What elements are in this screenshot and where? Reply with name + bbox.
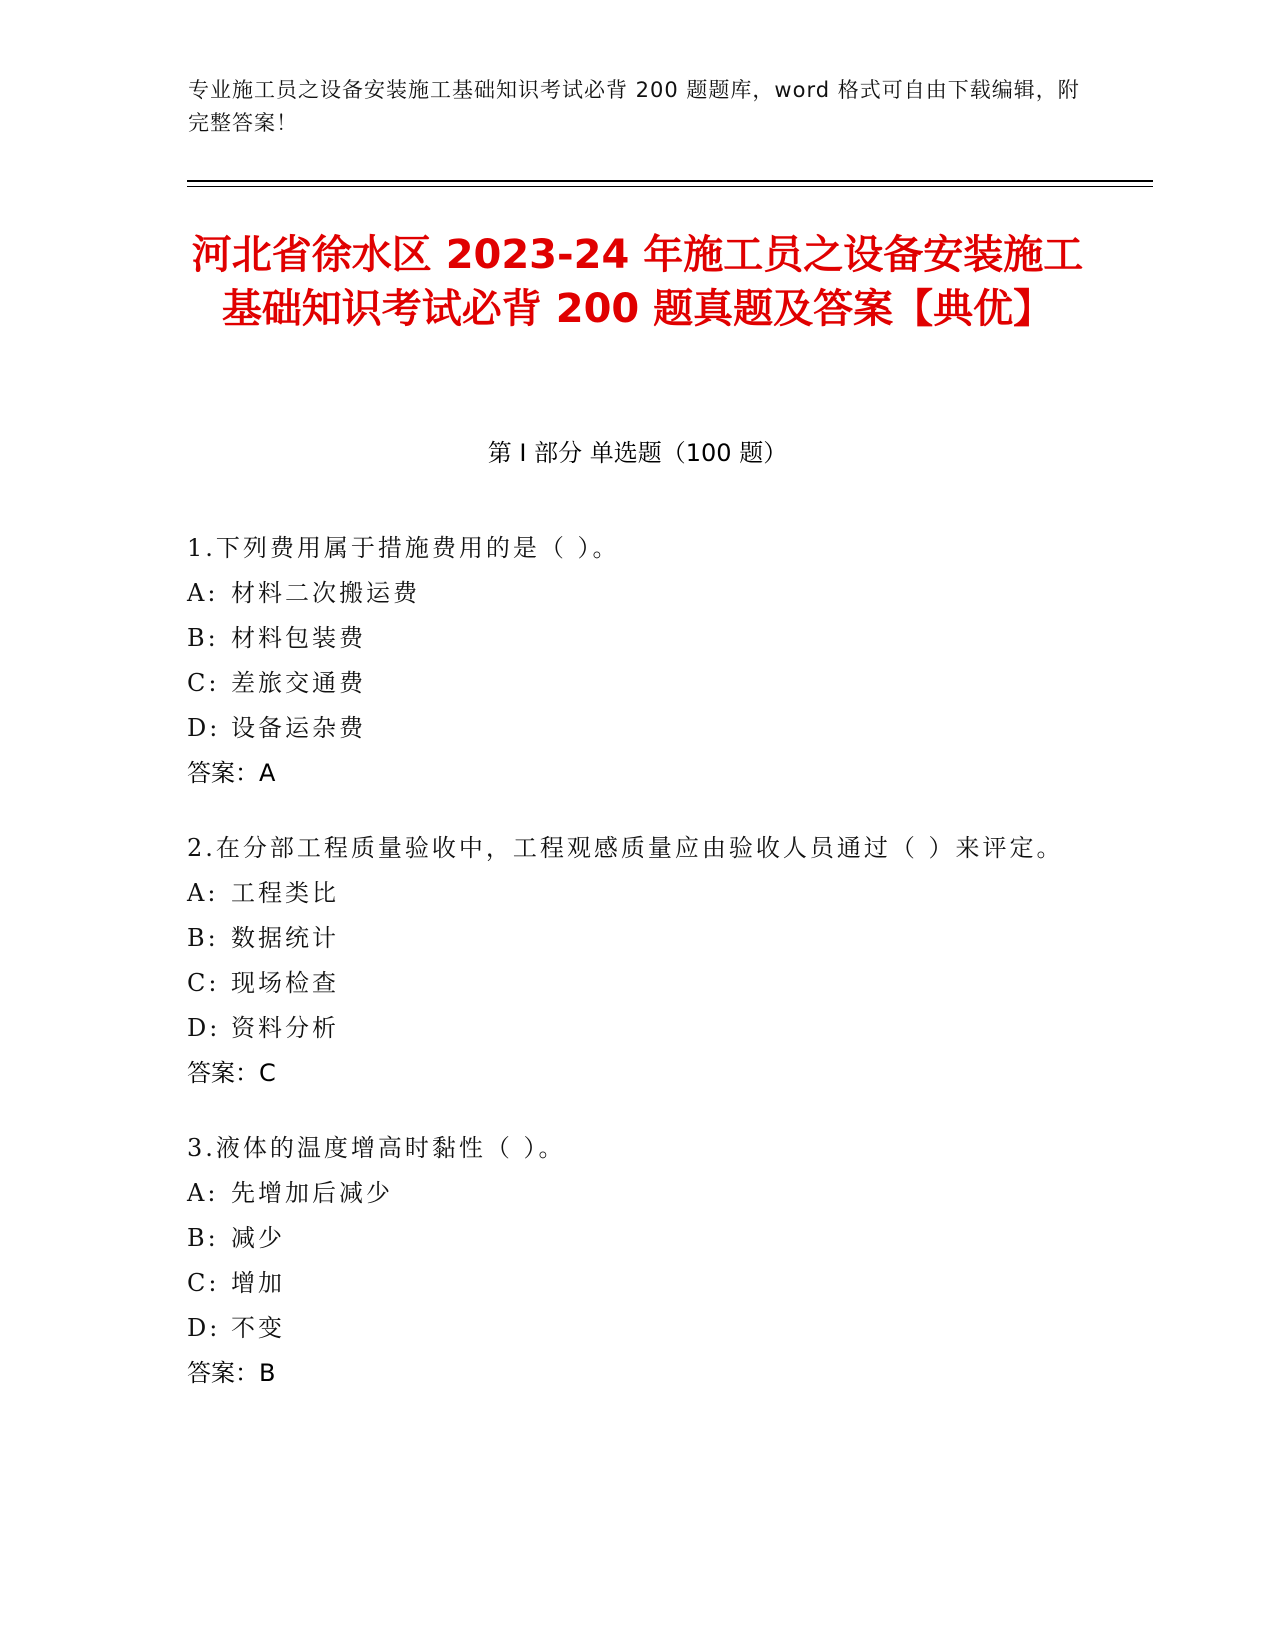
option-letter: C: — [187, 969, 220, 997]
option-letter: D: — [187, 714, 221, 742]
option-text: 资料分析 — [231, 1014, 339, 1042]
option-b — [187, 916, 1087, 961]
option-a — [187, 871, 1087, 916]
option-letter: B: — [187, 1224, 219, 1252]
question-stem: 3.液体的温度增高时黏性（ ）。 — [187, 1134, 566, 1162]
option-a — [187, 571, 1087, 616]
option-text: 先增加后减少 — [231, 1179, 393, 1207]
option-d — [187, 1006, 1087, 1051]
option-text: 差旅交通费 — [231, 669, 366, 697]
section-title: 第 I 部分 单选题（100 题） — [487, 439, 788, 467]
question-list — [187, 526, 1087, 1426]
option-text: 增加 — [231, 1269, 285, 1297]
option-a — [187, 1171, 1087, 1216]
document-title: 河北省徐水区 2023-24 年施工员之设备安装施工基础知识考试必背 200 题真题及答案【典优】 — [191, 232, 1084, 332]
header-rule-thin — [187, 186, 1153, 187]
option-d — [187, 1306, 1087, 1351]
option-c — [187, 661, 1087, 706]
option-text: 现场检查 — [231, 969, 339, 997]
option-text: 材料二次搬运费 — [231, 579, 420, 607]
option-text: 工程类比 — [231, 879, 339, 907]
question-2 — [187, 826, 1087, 1096]
option-letter: C: — [187, 1269, 220, 1297]
option-letter: C: — [187, 669, 220, 697]
header-rule — [187, 180, 1153, 182]
option-letter: B: — [187, 924, 219, 952]
question-1 — [187, 526, 1087, 796]
option-b — [187, 616, 1087, 661]
option-d — [187, 706, 1087, 751]
option-letter: A: — [187, 879, 219, 907]
option-text: 设备运杂费 — [231, 714, 366, 742]
question-stem: 2.在分部工程质量验收中，工程观感质量应由验收人员通过（ ）来评定。 — [187, 834, 1064, 862]
option-letter: D: — [187, 1014, 221, 1042]
option-c — [187, 1261, 1087, 1306]
header-note: 专业施工员之设备安装施工基础知识考试必背 200 题题库，word 格式可自由下载编辑，附完整答案！ — [188, 78, 1080, 135]
answer: 答案：B — [187, 1359, 276, 1387]
option-c — [187, 961, 1087, 1006]
option-text: 不变 — [231, 1314, 285, 1342]
option-letter: B: — [187, 624, 219, 652]
option-b — [187, 1216, 1087, 1261]
option-letter: A: — [187, 1179, 219, 1207]
option-letter: A: — [187, 579, 219, 607]
question-stem: 1.下列费用属于措施费用的是（ ）。 — [187, 534, 620, 562]
answer: 答案：A — [187, 759, 276, 787]
question-3 — [187, 1126, 1087, 1396]
answer: 答案：C — [187, 1059, 276, 1087]
option-text: 减少 — [231, 1224, 285, 1252]
option-letter: D: — [187, 1314, 221, 1342]
option-text: 材料包装费 — [231, 624, 366, 652]
option-text: 数据统计 — [231, 924, 339, 952]
